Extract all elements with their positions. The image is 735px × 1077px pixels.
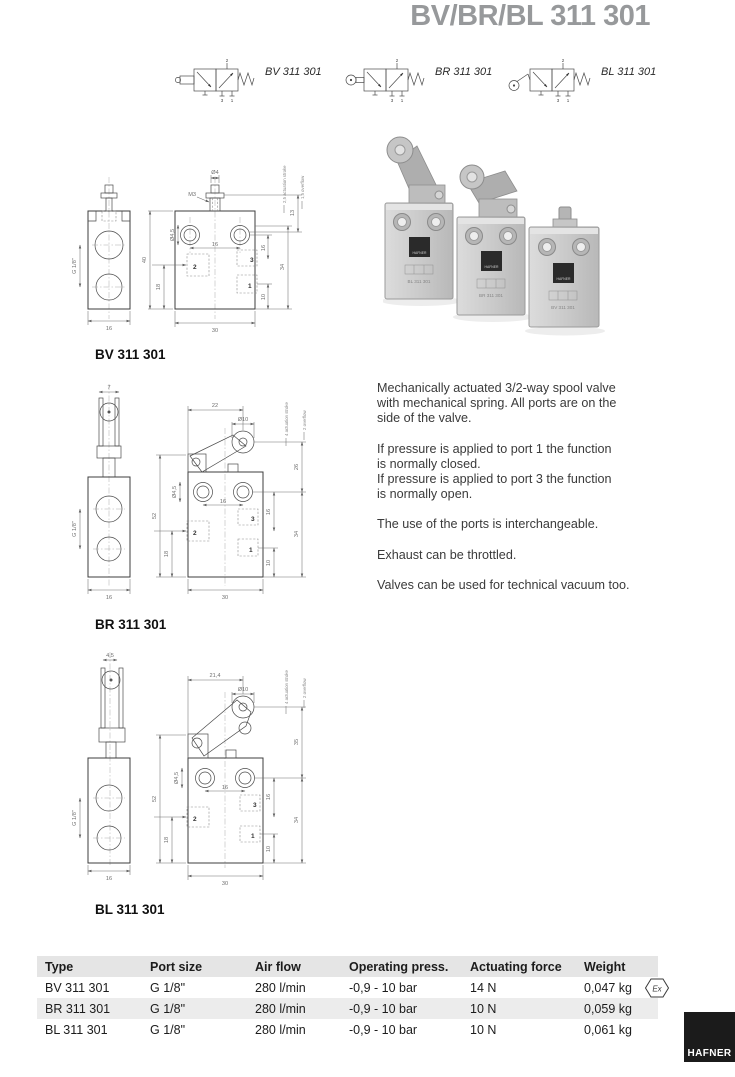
drawing-caption-bv: BV 311 301 [95,347,166,362]
dim-thread-top: M3 [188,192,196,198]
symbol-label: BL 311 301 [601,66,657,78]
drawing-caption-br: BR 311 301 [95,617,167,632]
note-overflow: 2 overflow [302,678,307,698]
dim-body-width: 30 [221,881,229,887]
header-air-flow: Air flow [255,959,301,974]
note-stroke: 4 actuation stroke [284,402,289,436]
cell-operating-press: -0,9 - 10 bar [349,1022,418,1037]
ex-label: Ex [652,984,662,994]
dim-plunger-dia: Ø4 [211,170,219,176]
engraved-model: BL 311 301 [407,279,431,284]
dim-thread: G 1/8" [72,258,78,274]
hafner-logo [684,1012,735,1062]
page-title: BV/BR/BL 311 301 [410,0,650,32]
dim-side-width: 16 [105,595,113,601]
brand-label-text: HAFNER [556,277,571,281]
cell-port-size: G 1/8" [150,1001,186,1016]
dim-right-total: 34 [280,263,286,271]
port-3-label: 3 [251,516,255,523]
symbol-label: BR 311 301 [435,66,493,78]
symbol-port-2: 2 [395,58,399,63]
circuit-symbol-bl [506,57,656,107]
dim-thread: G 1/8" [72,810,78,826]
symbol-port-3: 3 [556,98,560,103]
photo-valve-bl [383,137,461,306]
drawing-caption-bl: BL 311 301 [95,902,165,917]
valve-symbol-roller-icon [340,57,432,107]
header-operating-press: Operating press. [349,959,449,974]
dim-total-height: 52 [152,795,158,803]
brand-label-text: HAFNER [484,265,499,269]
cell-actuating-force: 10 N [470,1022,497,1037]
dim-hole-spacing: 16 [211,242,219,248]
photo-valve-br [453,165,533,322]
symbol-port-3: 3 [220,98,224,103]
header-actuating-force: Actuating force [470,959,562,974]
dim-right-lower: 10 [261,293,267,301]
roller-actuator-icon [346,75,364,85]
cell-weight: 0,059 kg [584,1001,632,1016]
dim-right-mid: 16 [266,793,272,801]
dim-hole-spacing: 16 [221,785,229,791]
dim-port-height: 18 [156,283,162,291]
technical-drawing-bv [40,147,340,347]
spring-icon [238,73,254,85]
header-type: Type [45,959,74,974]
symbol-port-1: 1 [566,98,570,103]
cell-air-flow: 280 l/min [255,980,306,995]
dim-hole-dia: Ø4,5 [170,228,176,242]
cell-port-size: G 1/8" [150,980,186,995]
dim-right-lower: 10 [266,559,272,567]
dim-top-height: 13 [290,209,296,217]
dim-arm-reach: 22 [211,403,219,409]
photo-valve-bv [525,207,605,336]
dim-body-width: 30 [221,595,229,601]
technical-drawing-br [40,378,340,613]
plunger-actuator-icon [176,76,195,84]
engraved-model: BV 311 301 [551,305,575,310]
port-1-label: 1 [251,833,255,840]
table-row [37,1019,658,1040]
cell-type: BV 311 301 [45,980,110,995]
table-header-row [37,956,658,977]
circuit-symbol-bv [170,57,322,107]
cell-port-size: G 1/8" [150,1022,186,1037]
cell-weight: 0,047 kg [584,980,632,995]
cell-actuating-force: 10 N [470,1001,497,1016]
dim-body-height: 40 [142,256,148,264]
dim-port-height: 18 [164,836,170,844]
dim-right-upper: 16 [261,244,267,252]
roller-lever-actuator-icon [509,74,530,91]
dim-hole-dia: Ø4,5 [172,485,178,499]
valve-symbol-roller-lever-icon [506,57,598,107]
port-1-label: 1 [249,547,253,554]
dim-roller-dia: Ø10 [237,417,249,423]
ex-atex-icon [644,978,670,998]
symbol-port-1: 1 [400,98,404,103]
dim-body-width: 30 [211,328,219,334]
header-weight: Weight [584,959,626,974]
cell-air-flow: 280 l/min [255,1022,306,1037]
symbol-port-2: 2 [561,58,565,63]
side-view [72,177,130,332]
cell-operating-press: -0,9 - 10 bar [349,980,418,995]
port-2-label: 2 [193,264,197,271]
dim-side-width: 16 [105,876,113,882]
symbol-label: BV 311 301 [265,66,322,78]
dim-thread: G 1/8" [72,521,78,537]
dim-roller-dia: Ø10 [237,687,249,693]
front-view [142,165,305,334]
dim-right-upper: 35 [294,738,300,746]
table-row [37,998,658,1019]
dim-right-lower: 10 [266,845,272,853]
cell-air-flow: 280 l/min [255,1001,306,1016]
note-overflow: 1,5 overflow [300,175,305,199]
symbol-port-2: 2 [225,58,229,63]
product-photo [383,133,665,338]
front-view [152,401,307,601]
dim-hole-dia: Ø4,5 [174,771,180,785]
dim-right-total: 34 [294,816,300,824]
table-row [37,977,658,998]
engraved-model: BR 311 301 [479,293,503,298]
header-port-size: Port size [150,959,203,974]
cell-operating-press: -0,9 - 10 bar [349,1001,418,1016]
dim-right-mid: 16 [266,508,272,516]
dim-roller-width: 7 [107,385,111,391]
description-text: Mechanically actuated 3/2-way spool valve with mechanical spring. All ports are on the side of the valve. If pressure is applied to port 1 the function is normally closed. If pressure is applied to port 3 the function is normally open. The use of the ports is interchangeable. Exhaust can be throttled. Valves can be used for technical vacuum too. [377,381,630,592]
port-3-label: 3 [250,257,254,264]
hafner-logo-text: HAFNER [687,1048,732,1059]
valve-symbol-plunger-icon [170,57,262,107]
spring-icon [408,73,424,85]
technical-drawing-bl [40,646,340,896]
symbol-port-1: 1 [230,98,234,103]
cell-type: BR 311 301 [45,1001,111,1016]
spec-table [37,956,658,1040]
spring-icon [574,73,590,85]
dim-side-width: 16 [105,326,113,332]
port-1-label: 1 [248,283,252,290]
dim-total-height: 52 [152,512,158,520]
dim-right-upper: 26 [294,463,300,471]
dim-roller-width: 4,5 [106,653,114,659]
circuit-symbol-br [340,57,492,107]
port-3-label: 3 [253,802,257,809]
symbol-port-3: 3 [390,98,394,103]
side-view [72,652,130,882]
brand-label-text: HAFNER [412,251,427,255]
cell-actuating-force: 14 N [470,980,497,995]
dim-hole-spacing: 16 [219,499,227,505]
side-view [72,384,130,601]
note-stroke: 2,5 actuation stroke [282,165,287,203]
port-2-label: 2 [193,816,197,823]
front-view [152,669,307,887]
dim-port-height: 18 [164,550,170,558]
dim-arm-reach: 21,4 [209,673,221,679]
cell-weight: 0,061 kg [584,1022,632,1037]
note-stroke: 4 actuation stroke [284,670,289,704]
port-2-label: 2 [193,530,197,537]
note-overflow: 2 overflow [302,410,307,430]
cell-type: BL 311 301 [45,1022,108,1037]
dim-right-total: 34 [294,530,300,538]
